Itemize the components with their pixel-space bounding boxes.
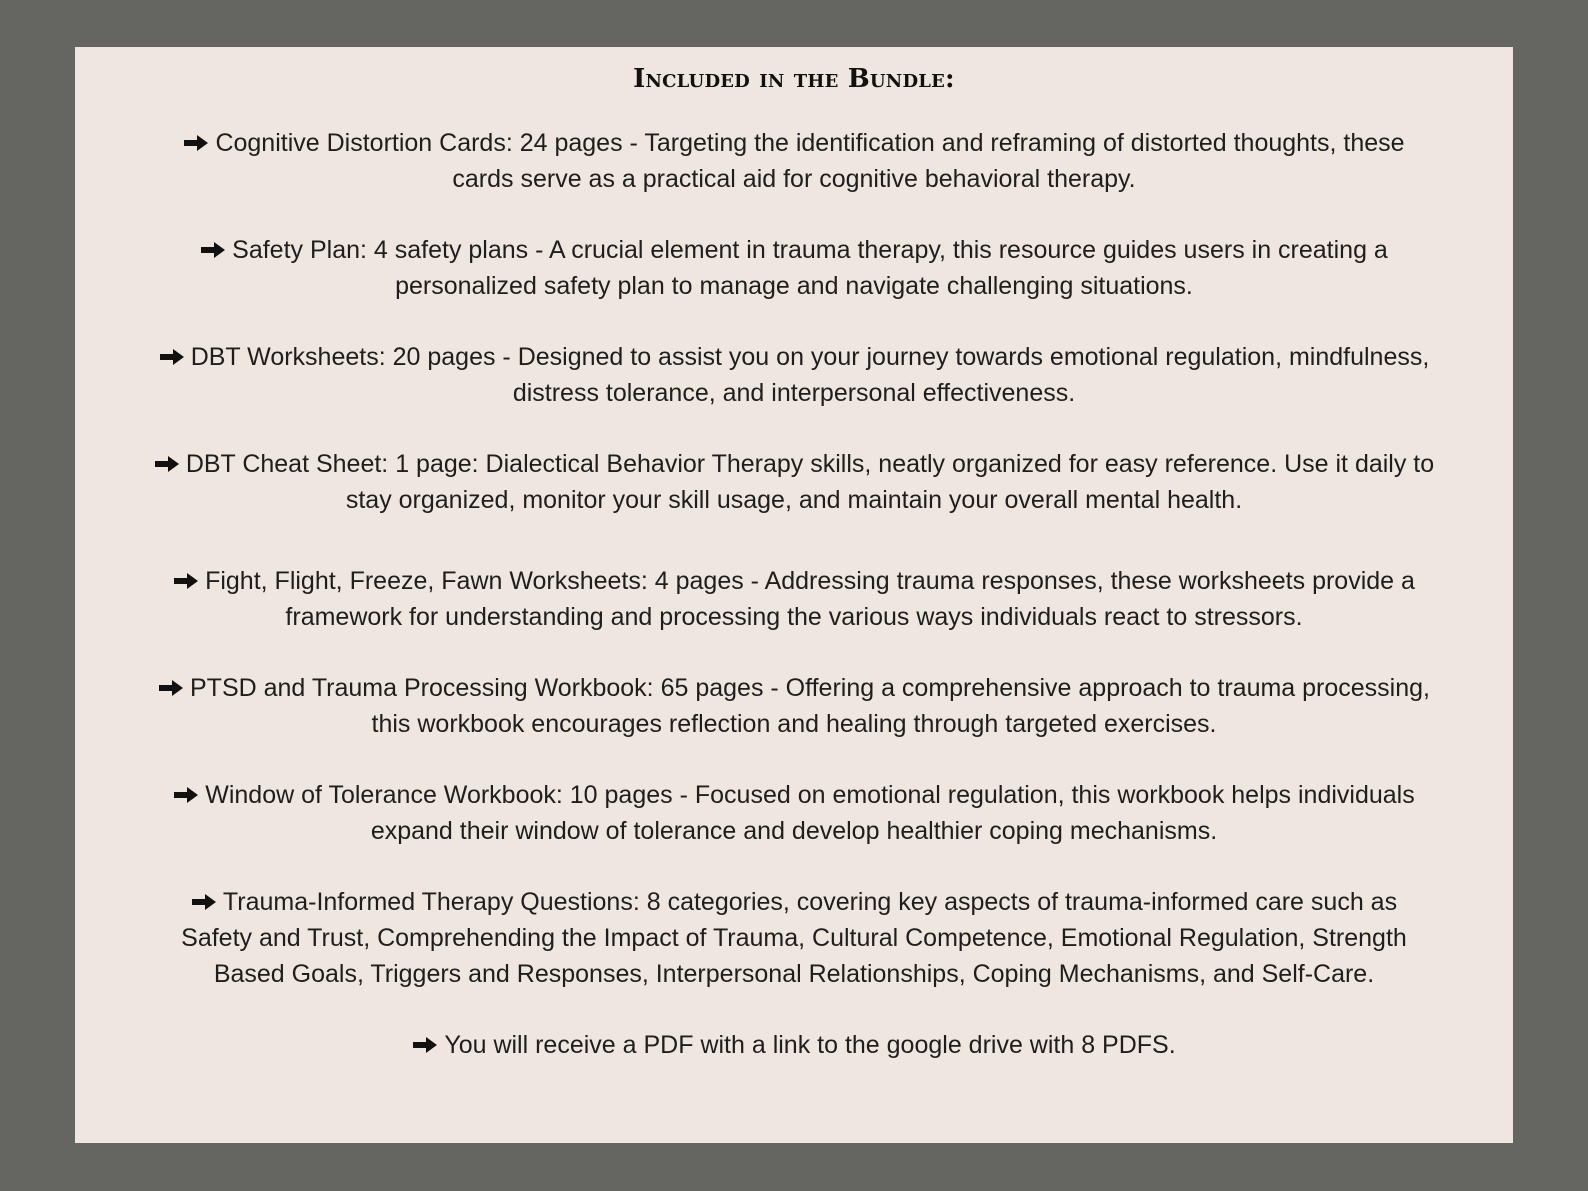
bundle-item-dbt-cheat-sheet (89, 446, 1499, 518)
bundle-item-text: Safety Plan: 4 safety plans - A crucial element in trauma therapy, this resource guides users in creating a personalized safety plan to manage and navigate challenging situations. (232, 236, 1388, 300)
bundle-item-text: Trauma-Informed Therapy Questions: 8 categories, covering key aspects of trauma-informed care such as Safety and Trust, Comprehending the Impact of Trauma, Cultural Competence, Emotional Regulation, Strength Based Goals, Triggers and Responses, Interpersonal Relationships, Coping Mechanisms, and Self-Care. (181, 888, 1407, 988)
right-arrow-icon (412, 1036, 438, 1054)
right-arrow-icon (191, 893, 217, 911)
bundle-item-fight-flight-freeze-fawn (84, 563, 1504, 635)
right-arrow-icon (158, 679, 184, 697)
right-arrow-icon (154, 455, 180, 473)
bundle-item-delivery-note (104, 1027, 1484, 1063)
bundle-panel (75, 47, 1513, 1143)
bundle-item-text: Cognitive Distortion Cards: 24 pages - Targeting the identification and reframing of distorted thoughts, these cards serve as a practical aid for cognitive behavioral therapy. (215, 129, 1405, 193)
bundle-item-ptsd-workbook (99, 670, 1489, 742)
bundle-item-window-of-tolerance (104, 777, 1484, 849)
bundle-item-text: PTSD and Trauma Processing Workbook: 65 pages - Offering a comprehensive approach to trauma processing, this workbook encourages reflection and healing through targeted exercises. (190, 674, 1430, 738)
bundle-item-list (75, 125, 1513, 1063)
right-arrow-icon (200, 241, 226, 259)
right-arrow-icon (159, 348, 185, 366)
bundle-item-cognitive-distortion-cards (134, 125, 1454, 197)
right-arrow-icon (183, 134, 209, 152)
right-arrow-icon (173, 786, 199, 804)
bundle-item-text: Fight, Flight, Freeze, Fawn Worksheets: 4 pages - Addressing trauma responses, these worksheets provide a framework for understanding and processing the various ways individuals react to stressors. (205, 567, 1415, 631)
bundle-item-trauma-informed-questions (119, 884, 1469, 992)
bundle-item-safety-plan (124, 232, 1464, 304)
bundle-title: Included in the Bundle: (633, 64, 955, 94)
bundle-item-dbt-worksheets (104, 339, 1484, 411)
bundle-item-text: DBT Cheat Sheet: 1 page: Dialectical Behavior Therapy skills, neatly organized for easy reference. Use it daily to stay organized, monitor your skill usage, and maintain your overall mental health. (185, 450, 1435, 514)
bundle-item-text: Window of Tolerance Workbook: 10 pages - Focused on emotional regulation, this workbook helps individuals expand their window of tolerance and develop healthier coping mechanisms. (205, 781, 1415, 845)
right-arrow-icon (173, 572, 199, 590)
bundle-item-text: You will receive a PDF with a link to the google drive with 8 PDFS. (444, 1031, 1176, 1059)
bundle-item-text: DBT Worksheets: 20 pages - Designed to assist you on your journey towards emotional regulation, mindfulness, distress tolerance, and interpersonal effectiveness. (190, 343, 1430, 407)
